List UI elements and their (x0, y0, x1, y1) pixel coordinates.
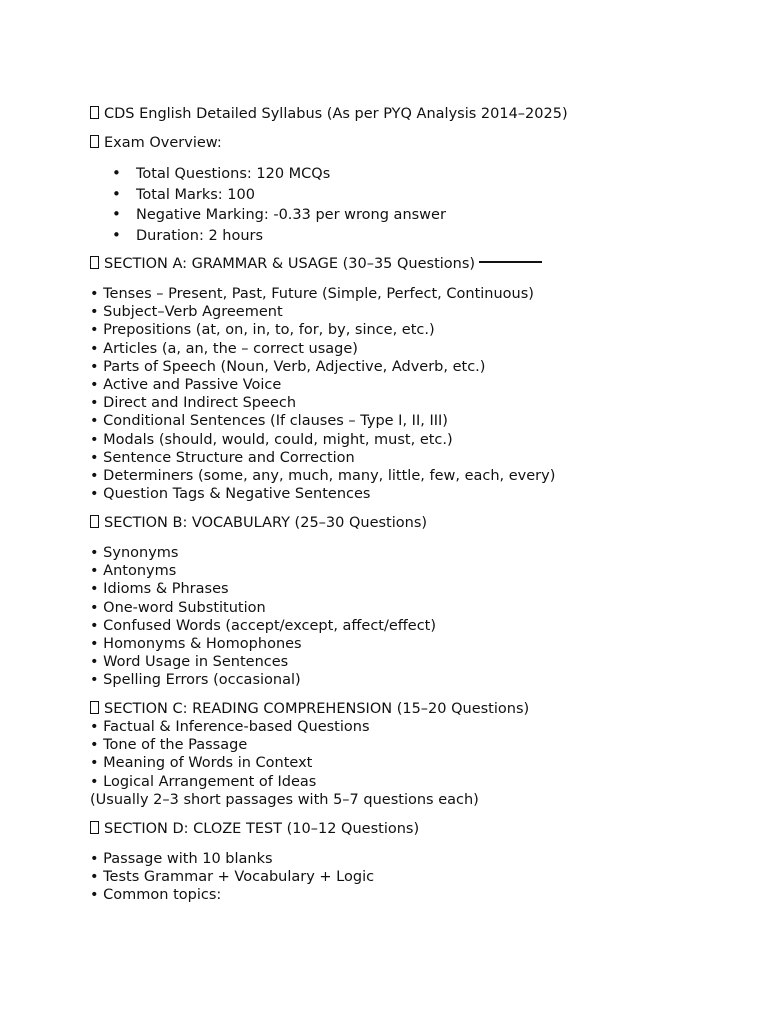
list-item: • Active and Passive Voice (90, 377, 282, 394)
list-item: • Determiners (some, any, much, many, little, few, each, every) (90, 468, 556, 485)
list-item: • Tone of the Passage (90, 737, 248, 754)
section-c-list (90, 718, 479, 809)
section-c-heading: SECTION C: READING COMPREHENSION (15–20 Questions) (90, 700, 529, 718)
list-item: • Passage with 10 blanks (90, 851, 273, 867)
section-b-list (90, 544, 436, 690)
missing-glyph-icon (90, 821, 99, 834)
list-item: • Subject–Verb Agreement (90, 304, 283, 321)
list-item: • Total Marks: 100 (112, 184, 255, 203)
list-item: • Negative Marking: -0.33 per wrong answer (112, 205, 446, 223)
missing-glyph-icon (90, 135, 99, 148)
list-item: • Parts of Speech (Noun, Verb, Adjective, Adverb, etc.) (90, 358, 486, 375)
list-item: • Prepositions (at, on, in, to, for, by, since, etc.) (90, 322, 435, 339)
list-item: • Idioms & Phrases (90, 581, 229, 598)
list-item: • Duration: 2 hours (112, 225, 264, 244)
list-item: • Homonyms & Homophones (90, 636, 302, 653)
list-item: • Modals (should, would, could, might, must, etc.) (90, 431, 453, 448)
list-item: • Word Usage in Sentences (90, 654, 289, 671)
missing-glyph-icon (90, 515, 99, 528)
list-item: • Total Questions: 120 MCQs (112, 164, 331, 182)
overview-list (112, 163, 446, 245)
list-item: • Common topics: (90, 887, 222, 904)
list-item: • Sentence Structure and Correction (90, 449, 355, 466)
section-a-list (90, 285, 555, 503)
list-item: • One-word Substitution (90, 599, 266, 616)
list-item: • Articles (a, an, the – correct usage) (90, 340, 358, 357)
list-item: • Direct and Indirect Speech (90, 395, 297, 412)
list-item: • Synonyms (90, 545, 179, 561)
missing-glyph-icon (90, 256, 99, 269)
horizontal-rule (479, 261, 542, 263)
list-item: • Spelling Errors (occasional) (90, 672, 301, 689)
list-item: • Confused Words (accept/except, affect/effect) (90, 617, 437, 634)
document-title: CDS English Detailed Syllabus (As per PYQ Analysis 2014–2025) (90, 105, 568, 123)
list-item: • Logical Arrangement of Ideas (90, 773, 317, 790)
overview-heading: Exam Overview: (90, 134, 222, 152)
section-b-heading: SECTION B: VOCABULARY (25–30 Questions) (90, 514, 427, 532)
list-item: • Factual & Inference-based Questions (90, 719, 370, 735)
list-item: • Conditional Sentences (If clauses – Type I, II, III) (90, 413, 448, 430)
list-item: • Antonyms (90, 563, 177, 580)
missing-glyph-icon (90, 701, 99, 714)
missing-glyph-icon (90, 106, 99, 119)
list-item: • Tenses – Present, Past, Future (Simple, Perfect, Continuous) (90, 286, 534, 302)
list-item: • Question Tags & Negative Sentences (90, 486, 371, 503)
list-item: • Meaning of Words in Context (90, 755, 313, 772)
section-d-list (90, 850, 374, 905)
section-a-heading: SECTION A: GRAMMAR & USAGE (30–35 Questions) (90, 255, 542, 273)
section-d-heading: SECTION D: CLOZE TEST (10–12 Questions) (90, 820, 419, 838)
note-text: (Usually 2–3 short passages with 5–7 questions each) (90, 791, 479, 808)
list-item: • Tests Grammar + Vocabulary + Logic (90, 869, 375, 886)
